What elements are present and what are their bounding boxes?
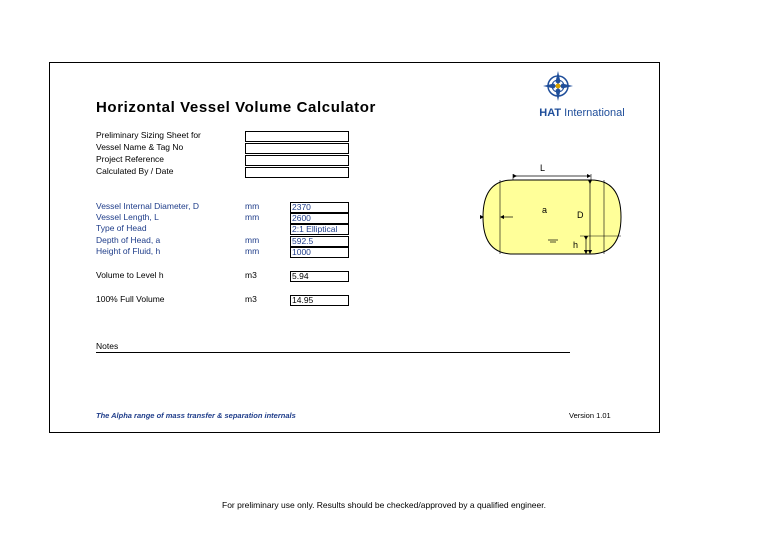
sizing-sheet-field[interactable]: [245, 131, 349, 142]
diameter-input[interactable]: 2370: [290, 202, 349, 213]
label-depth-of-head: Depth of Head, a: [96, 235, 161, 245]
diameter-dimension-label: D: [577, 210, 584, 220]
label-type-of-head: Type of Head: [96, 223, 147, 233]
tagline: The Alpha range of mass transfer & separation internals: [96, 411, 296, 420]
fluid-height-input[interactable]: 1000: [290, 247, 349, 258]
unit-depth-of-head: mm: [245, 235, 260, 245]
brand-name: HAT International: [539, 107, 625, 119]
project-label-sizing-sheet: Preliminary Sizing Sheet for: [96, 130, 201, 140]
project-label-project-reference: Project Reference: [96, 154, 165, 164]
length-input[interactable]: 2600: [290, 213, 349, 224]
length-dimension-label: L: [540, 163, 546, 173]
calculator-sheet: [49, 62, 660, 433]
label-volume-to-level: Volume to Level h: [96, 270, 164, 280]
page-title: Horizontal Vessel Volume Calculator: [96, 99, 376, 116]
full-volume-value: 14.95: [290, 295, 349, 306]
unit-height-of-fluid: mm: [245, 246, 260, 256]
label-full-volume: 100% Full Volume: [96, 294, 165, 304]
head-depth-field: 592.5: [290, 236, 349, 247]
volume-to-level-value: 5.94: [290, 271, 349, 282]
project-reference-field[interactable]: [245, 155, 349, 166]
notes-divider: [96, 352, 570, 353]
notes-label: Notes: [96, 341, 119, 351]
unit-vessel-length: mm: [245, 212, 260, 222]
project-label-calculated-by: Calculated By / Date: [96, 166, 174, 176]
disclaimer: For preliminary use only. Results should be checked/approved by a qualified engineer.: [222, 500, 546, 510]
version-label: Version 1.01: [569, 411, 611, 420]
unit-volume-to-level: m3: [245, 270, 257, 280]
label-height-of-fluid: Height of Fluid, h: [96, 246, 161, 256]
calculated-by-field[interactable]: [245, 167, 349, 178]
head-type-select[interactable]: 2:1 Elliptical: [290, 224, 349, 235]
vessel-diagram: [480, 158, 630, 258]
head-depth-label: a: [542, 205, 548, 215]
fluid-height-label: h: [573, 240, 579, 250]
label-vessel-length: Vessel Length, L: [96, 212, 159, 222]
project-label-vessel-name: Vessel Name & Tag No: [96, 142, 184, 152]
unit-internal-diameter: mm: [245, 201, 260, 211]
compass-star-icon: [532, 71, 632, 107]
brand-logo: [532, 71, 632, 123]
unit-full-volume: m3: [245, 294, 257, 304]
label-internal-diameter: Vessel Internal Diameter, D: [96, 201, 199, 211]
vessel-name-field[interactable]: [245, 143, 349, 154]
